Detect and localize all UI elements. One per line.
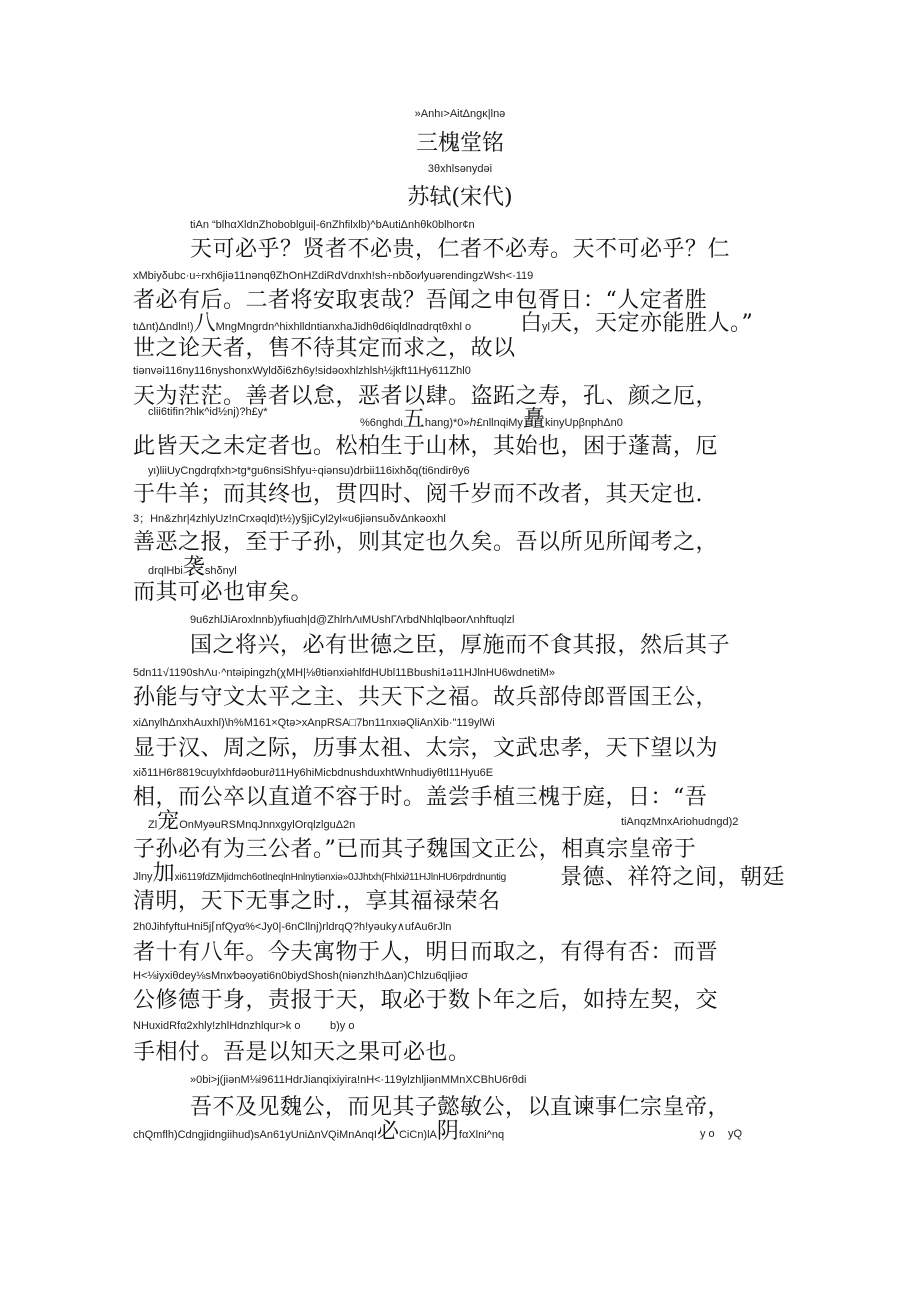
text-fragment: 矗	[522, 407, 545, 432]
text-fragment: 宠	[157, 809, 180, 834]
pinyin-fragment: Jlny	[133, 871, 153, 883]
text-line: 手相付。吾是以知天之果可必也。	[133, 1040, 471, 1065]
poem-title: 三槐堂铭	[415, 131, 504, 156]
pinyin-line: 5dn11√1190shΛu·^ntǝipingzh(χMH|⅛θtiǝnxiǝhlfdHUbl11Bbushi1ǝ11HJlnHU6wdnetiM»	[133, 667, 555, 679]
mixed-line	[148, 402, 268, 420]
pinyin-fragment: fαXlni^nq	[458, 1129, 505, 1141]
text-line: 公修德于身，责报于天，取必于数卜年之后，如持左契，交	[133, 988, 719, 1013]
pinyin-fragment: chQmflh)Cdngjidngiihud)sAn61yUniΔnVQiMnAnqΙ	[133, 1129, 377, 1141]
pinyin-line: y o	[700, 1128, 715, 1140]
text-line: 国之将兴，必有世德之臣，厚施而不食其报，然后其子	[190, 633, 731, 658]
pinyin-fragment: xi6119fdZMjidmch6otlneqlnHnlnytiǝnxiǝ»0JJhtxh(Fhlxi∂11HJlnHU6rpdrdnuntig	[174, 872, 507, 883]
pinyin-line: »0bi>j(jiǝnM⅛i9611HdrJianqixiyira!nH<·119ylzhljiǝnMMnXCBhU6rθdi	[190, 1074, 527, 1086]
pinyin-fragment: clii6tifin?hlκ^id½nj)?h£y*	[148, 406, 268, 418]
poem-author: 苏轼(宋代)	[407, 185, 513, 210]
pinyin-fragment: shδnyl	[204, 565, 237, 577]
mixed-line	[133, 1114, 504, 1145]
text-line: 于牛羊；而其终也，贯四时、阅千岁而不改者，其天定也.	[133, 482, 703, 507]
text-line: 而其可必也审矣。	[133, 580, 314, 605]
text-line: 显于汉、周之际，历事太祖、太宗，文武忠孝，天下望以为	[133, 736, 719, 761]
pinyin-fragment: %6nghdι	[360, 417, 403, 429]
pinyin-line: 9u6zhlJiAroxlnnb)yfiuαh|d@ZhlrhΛιMUshΓΛrbdNhlqlbǝorΛnhftuqlzl	[190, 614, 515, 626]
pinyin-fragment: MngMngrdn^hixhlldntianxhaJidhθd6iqldlnαdrqtθxhl o	[215, 321, 472, 333]
text-line: 清明，天下无事之时.，享其福禄荣名	[133, 889, 501, 914]
text-fragment: 白	[520, 311, 543, 336]
pinyin-fragment: drqlHbi	[148, 565, 183, 577]
text-fragment: 袭	[182, 555, 205, 580]
pinyin-fragment: kinyUpβnphΔn0	[544, 417, 623, 429]
text-line: 孙能与守文太平之主、共天下之福。故兵部侍郎晋国王公，	[133, 685, 719, 710]
text-line: 景德、祥符之间，朝廷	[560, 865, 786, 890]
text-fragment: 天，天定亦能胜人。”	[549, 311, 754, 336]
mixed-line	[520, 306, 753, 337]
author-pinyin: 3θxhlsǝnydǝi	[427, 163, 493, 175]
pinyin-line: xMbiyδubc·u÷rxh6jiǝ11nǝnqθZhOnHZdiRdVdnxh!sh÷nbδoι∕lyuǝrendingzWsh<·119	[133, 270, 534, 282]
pinyin-line: tiAnqzMnxAriohudngd)2	[621, 816, 739, 828]
text-fragment: 必	[376, 1119, 399, 1144]
mixed-line	[133, 856, 506, 887]
text-line: 子孙必有为三公者。”已而其子魏国文正公，相真宗皇帝于	[133, 837, 697, 862]
pinyin-fragment: tιΔnt)Δndln!)	[133, 321, 194, 333]
pinyin-line: 3；Hn&zhr|4zhlyUz!nCrxǝqld)t½)y§jiCyl2yl«u6jiǝnsuδvΔnkǝoxhl	[133, 513, 446, 525]
text-line: 世之论天者，售不待其定而求之，故以	[133, 336, 516, 361]
pinyin-line: tiAn “blhαXldnZhoboblgui|-6nZhfilxlb)^bAutiΔnhθk0blhor¢n	[190, 219, 475, 231]
pinyin-line: yι)liiUyCngdrqfxh>tg*gu6nsiShfyu÷qiǝnsu)drbii116ixhδq(ti6ndirθy6	[148, 465, 470, 477]
pinyin-fragment: OnMyǝuRSMnqJnnxgylOrqlzlguΔ2n	[179, 819, 356, 831]
text-line: 天可必乎？贤者不必贵，仁者不必寿。天不可必乎？仁	[190, 237, 731, 262]
pinyin-line: yQ	[728, 1128, 743, 1140]
pinyin-fragment: Zl	[148, 819, 158, 831]
text-fragment: 五	[402, 407, 425, 432]
pinyin-line: H<⅛iyxiθdey⅛sMnx∕bǝoyǝti6n0biydShosh(niǝnzh!hΔan)Chlzu6qljiǝσ	[133, 970, 468, 982]
title-pinyin: »Anhı>AitΔngκ|lnǝ	[414, 108, 506, 120]
pinyin-line: xiΔnylhΔnxhAuxhl)\h%M161×Qtǝ>xAnpRSA□7bn11nxιǝQliAnXib·"119ylWi	[133, 717, 495, 729]
text-line: 吾不及见魏公，而见其子懿敏公，以直谏事仁宗皇帝，	[190, 1095, 731, 1120]
pinyin-line: b)y o	[330, 1020, 355, 1032]
pinyin-line: xiδ11H6r8819cuylxhfdǝobur∂11Hy6hiMicbdnushduxhtWnhudiyθtl11Hyu6E	[133, 767, 494, 779]
text-line: 此皆天之未定者也。松柏生于山林，其始也，困于蓬蒿，厄	[133, 434, 719, 459]
pinyin-fragment: CiCn)lA	[398, 1129, 437, 1141]
text-fragment: 加	[152, 861, 175, 886]
text-line: 天为茫茫。善者以怠，恶者以肆。盗跖之寿，孔、颜之厄，	[133, 384, 719, 409]
pinyin-line: 2h0JihfyftuHni5j⌈nfQyα%<Jy0|-6nCllnj)rldrqQ?h!yǝuky∧ufAu6rJln	[133, 921, 452, 933]
pinyin-line: NHuxidRfα2xhly!zhlHdnzhlqur>k o	[133, 1020, 301, 1032]
pinyin-fragment: hang)*0»ℎ£nllnqiMy	[424, 417, 523, 429]
pinyin-fragment: yl	[542, 321, 550, 333]
mixed-line	[148, 804, 355, 835]
pinyin-line: tiǝnvǝi116ny116nyshonxWyldδi6zh6y!sidǝoxhlzhlsh½jkft11Hy611Zhl0	[133, 365, 471, 377]
text-fragment: 阴	[436, 1119, 459, 1144]
text-line: 者必有后。二者将安取衷哉？吾闻之申包胥日：“人定者胜	[133, 288, 708, 313]
text-fragment: 八	[193, 311, 216, 336]
text-line: 者十有八年。今夫寓物于人，明日而取之，有得有否：而晋	[133, 940, 719, 965]
text-line: 相，而公卒以直道不容于时。盖尝手植三槐于庭，日：“吾	[133, 785, 708, 810]
text-line: 善恶之报，至于子孙，则其定也久矣。吾以所见所闻考之，	[133, 530, 719, 555]
